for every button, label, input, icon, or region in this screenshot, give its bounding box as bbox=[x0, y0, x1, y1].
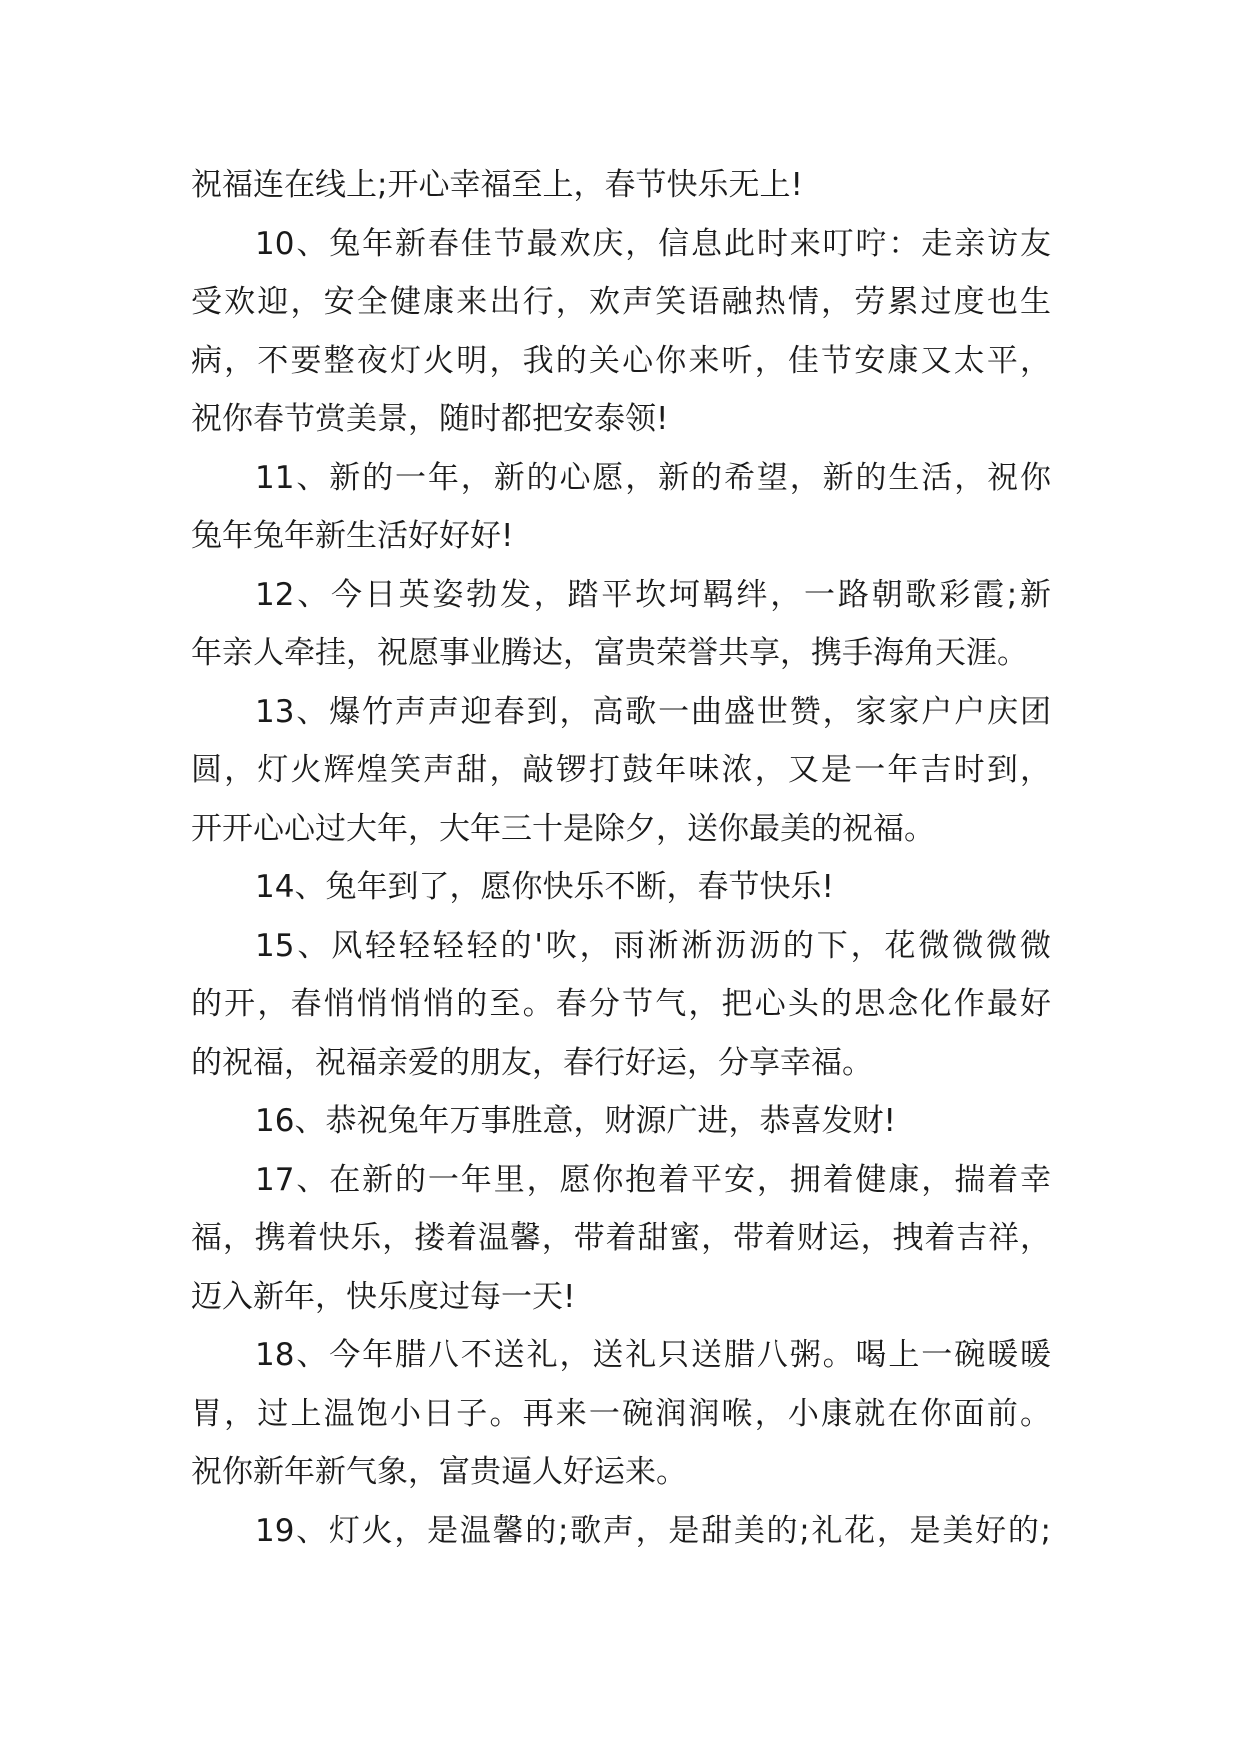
text-line: 祝福连在线上;开心幸福至上，春节快乐无上! bbox=[191, 167, 803, 203]
text-line: 圆，灯火辉煌笑声甜，敲锣打鼓年味浓，又是一年吉时到， bbox=[191, 752, 1051, 788]
text-line: 17、在新的一年里，愿你抱着平安，拥着健康，揣着幸 bbox=[255, 1161, 1051, 1198]
text-line: 胃，过上温饱小日子。再来一碗润润喉，小康就在你面前。 bbox=[191, 1395, 1051, 1432]
text-line: 12、今日英姿勃发，踏平坎坷羁绊，一路朝歌彩霞;新 bbox=[255, 576, 1051, 613]
text-line: 19、灯火，是温馨的;歌声，是甜美的;礼花，是美好的; bbox=[255, 1512, 1051, 1549]
text-line: 祝你新年新气象，富贵逼人好运来。 bbox=[191, 1454, 687, 1490]
text-line: 迈入新年，快乐度过每一天! bbox=[191, 1278, 576, 1315]
text-line: 14、兔年到了，愿你快乐不断，春节快乐! bbox=[255, 869, 834, 905]
text-line: 病，不要整夜灯火明，我的关心你来听，佳节安康又太平， bbox=[191, 342, 1051, 379]
text-line: 15、风轻轻轻轻的'吹，雨淅淅沥沥的下，花微微微微 bbox=[255, 927, 1051, 964]
text-line: 11、新的一年，新的心愿，新的希望，新的生活，祝你 bbox=[255, 459, 1051, 496]
text-line: 受欢迎，安全健康来出行，欢声笑语融热情，劳累过度也生 bbox=[191, 284, 1051, 320]
text-line: 13、爆竹声声迎春到，高歌一曲盛世赞，家家户户庆团 bbox=[255, 693, 1051, 730]
text-line: 开开心心过大年，大年三十是除夕，送你最美的祝福。 bbox=[191, 810, 935, 847]
text-line: 的开，春悄悄悄悄的至。春分节气，把心头的思念化作最好 bbox=[191, 986, 1051, 1022]
text-line: 年亲人牵挂，祝愿事业腾达，富贵荣誉共享，携手海角天涯。 bbox=[191, 635, 1028, 671]
text-line: 的祝福，祝福亲爱的朋友，春行好运，分享幸福。 bbox=[191, 1044, 873, 1081]
text-line: 兔年兔年新生活好好好! bbox=[191, 518, 514, 554]
text-line: 18、今年腊八不送礼，送礼只送腊八粥。喝上一碗暖暖 bbox=[255, 1337, 1051, 1373]
text-line: 福，携着快乐，搂着温馨，带着甜蜜，带着财运，拽着吉祥， bbox=[191, 1220, 1051, 1256]
document-body bbox=[191, 156, 1051, 1560]
text-line: 10、兔年新春佳节最欢庆，信息此时来叮咛：走亲访友 bbox=[255, 225, 1051, 262]
text-line: 祝你春节赏美景，随时都把安泰领! bbox=[191, 401, 669, 437]
text-line: 16、恭祝兔年万事胜意，财源广进，恭喜发财! bbox=[255, 1103, 896, 1139]
